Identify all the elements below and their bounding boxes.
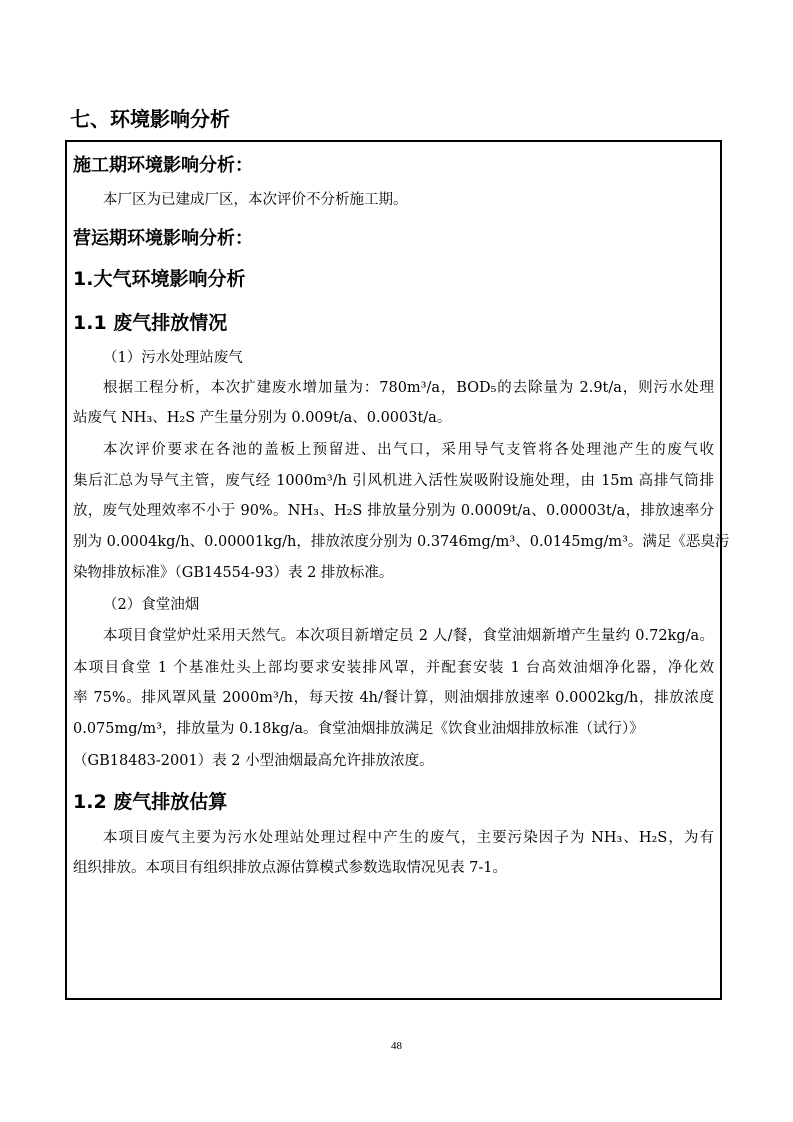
p2-line: 别为 0.0004kg/h、0.00001kg/h，排放浓度分别为 0.3746mg/m³、0.0145mg/m³。满足《恶臭污 xyxy=(73,534,730,550)
p1-line: 站废气 NH₃、H₂S 产生量分别为 0.009t/a、0.0003t/a。 xyxy=(73,410,452,426)
construction-text: 本厂区为已建成厂区，本次评价不分析施工期。 xyxy=(103,192,408,208)
sub2-line: 本项目废气主要为污水处理站处理过程中产生的废气，主要污染因子为 NH₃、H₂S，为有 xyxy=(103,830,714,846)
construction-heading: 施工期环境影响分析： xyxy=(73,155,253,176)
p2-line: 集后汇总为导气主管，废气经 1000m³/h 引风机进入活性炭吸附设施处理，由 15m 高排气筒排 xyxy=(73,473,714,489)
atmosphere-heading: 1.大气环境影响分析 xyxy=(73,268,246,290)
section-title: 七、环境影响分析 xyxy=(70,107,230,131)
operation-heading: 营运期环境影响分析： xyxy=(73,228,253,249)
p3-line: 本项目食堂 1 个基准灶头上部均要求安装排风罩，并配套安装 1 台高效油烟净化器，净化效 xyxy=(73,660,714,676)
p3-line: 本项目食堂炉灶采用天然气。本次项目新增定员 2 人/餐，食堂油烟新增产生量约 0.72kg/a。 xyxy=(103,628,714,644)
p3-line: （GB18483-2001）表 2 小型油烟最高允许排放浓度。 xyxy=(73,753,434,769)
sub2-line: 组织排放。本项目有组织排放点源估算模式参数选取情况见表 7-1。 xyxy=(73,860,507,876)
p2-line: 放，废气处理效率不小于 90%。NH₃、H₂S 排放量分别为 0.0009t/a、0.00003t/a，排放速率分 xyxy=(73,503,714,519)
item2-label: （2）食堂油烟 xyxy=(103,597,200,613)
p3-line: 率 75%。排风罩风量 2000m³/h，每天按 4h/餐计算，则油烟排放速率 0.0002kg/h，排放浓度 xyxy=(73,690,714,706)
p3-line: 0.075mg/m³，排放量为 0.18kg/a。食堂油烟排放满足《饮食业油烟排放标准（试行）》 xyxy=(73,721,644,737)
p1-line: 根据工程分析，本次扩建废水增加量为：780m³/a，BOD₅的去除量为 2.9t/a，则污水处理 xyxy=(103,380,714,396)
sub2-heading: 1.2 废气排放估算 xyxy=(73,791,228,813)
p2-line: 染物排放标准》（GB14554-93）表 2 排放标准。 xyxy=(73,565,394,581)
page-number: 48 xyxy=(391,1040,402,1052)
p2-line: 本次评价要求在各池的盖板上预留进、出气口，采用导气支管将各处理池产生的废气收 xyxy=(103,442,714,458)
sub1-heading: 1.1 废气排放情况 xyxy=(73,312,228,334)
item1-label: （1）污水处理站废气 xyxy=(103,350,243,366)
